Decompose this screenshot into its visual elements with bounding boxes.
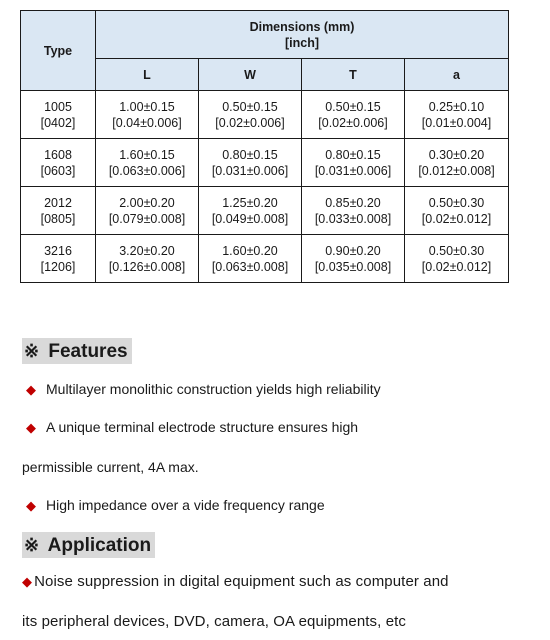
application-line-2: its peripheral devices, DVD, camera, OA equipments, etc [22,613,407,630]
reference-mark-icon: ※ [24,535,40,555]
a-mm: 0.30±0.20 [428,147,485,162]
w-cell [199,91,302,139]
w-mm: 1.25±0.20 [222,195,278,210]
type-mm: 2012 [44,195,72,210]
col-header-t: T [302,59,405,91]
col-header-a: a [405,59,509,91]
w-inch: [0.049±0.008] [211,211,289,226]
w-inch: [0.02±0.006] [215,115,285,130]
a-inch: [0.02±0.012] [421,259,492,274]
application-heading [22,532,155,558]
a-mm: 0.50±0.30 [428,243,485,258]
l-inch: [0.126±0.008] [108,259,186,274]
features-title: Features [48,341,128,362]
features-item-2 [26,419,358,436]
t-mm: 0.50±0.15 [325,99,381,114]
type-inch: [0402] [40,115,76,130]
l-mm: 2.00±0.20 [119,195,175,210]
type-mm: 3216 [44,243,72,258]
t-inch: [0.035±0.008] [314,259,392,274]
dimensions-header-inch: [inch] [284,35,320,50]
a-inch: [0.01±0.004] [421,115,492,130]
l-inch: [0.04±0.006] [112,115,182,130]
dimensions-header-mm: Dimensions (mm) [249,19,355,34]
type-header: Type [21,11,96,91]
type-cell [21,91,96,139]
col-header-w: W [199,59,302,91]
t-mm: 0.90±0.20 [325,243,381,258]
application-title: Application [47,535,152,556]
features-heading [22,338,132,364]
w-inch: [0.031±0.006] [211,163,289,178]
t-cell [302,235,405,283]
table-row [21,187,509,235]
l-inch: [0.079±0.008] [108,211,186,226]
w-cell [199,235,302,283]
type-cell [21,187,96,235]
features-item-3 [26,497,325,514]
a-mm: 0.50±0.30 [428,195,485,210]
type-cell [21,235,96,283]
w-inch: [0.063±0.008] [211,259,289,274]
a-inch: [0.012±0.008] [418,163,495,178]
table-row [21,235,509,283]
t-cell [302,139,405,187]
table-row [21,139,509,187]
w-cell [199,187,302,235]
l-cell [96,235,199,283]
type-cell [21,139,96,187]
w-mm: 0.50±0.15 [222,99,278,114]
a-cell [405,187,509,235]
features-item-2-continuation: permissible current, 4A max. [22,459,199,475]
l-cell [96,187,199,235]
a-mm: 0.25±0.10 [428,99,485,114]
features-item-2-text: A unique terminal electrode structure ensures high [46,419,359,435]
l-cell [96,139,199,187]
a-inch: [0.02±0.012] [421,211,492,226]
type-inch: [0805] [40,211,76,226]
t-mm: 0.85±0.20 [325,195,381,210]
l-mm: 1.00±0.15 [119,99,175,114]
features-item-1-text: Multilayer monolithic construction yields high reliability [46,381,381,397]
a-cell [405,91,509,139]
l-inch: [0.063±0.006] [108,163,186,178]
type-mm: 1005 [44,99,72,114]
t-inch: [0.033±0.008] [314,211,392,226]
diamond-bullet-icon: ◆ [26,382,36,397]
l-cell [96,91,199,139]
w-mm: 1.60±0.20 [222,243,278,258]
type-mm: 1608 [44,147,72,162]
type-inch: [0603] [40,163,76,178]
t-cell [302,187,405,235]
application-line-1 [22,573,449,590]
w-mm: 0.80±0.15 [222,147,278,162]
diamond-bullet-icon: ◆ [26,498,36,513]
t-inch: [0.02±0.006] [318,115,388,130]
reference-mark-icon: ※ [24,341,40,361]
type-inch: [1206] [40,259,76,274]
w-cell [199,139,302,187]
a-cell [405,235,509,283]
features-item-1 [26,381,381,398]
dimensions-table [20,10,509,283]
t-cell [302,91,405,139]
t-mm: 0.80±0.15 [325,147,381,162]
application-line-1-text: Noise suppression in digital equipment such as computer and [34,573,449,590]
diamond-bullet-icon: ◆ [22,574,33,589]
diamond-bullet-icon: ◆ [26,420,36,435]
col-header-l: L [96,59,199,91]
l-mm: 1.60±0.15 [119,147,175,162]
l-mm: 3.20±0.20 [119,243,175,258]
dimensions-header [96,11,509,59]
table-row [21,91,509,139]
a-cell [405,139,509,187]
features-item-3-text: High impedance over a vide frequency range [46,497,325,513]
t-inch: [0.031±0.006] [314,163,392,178]
